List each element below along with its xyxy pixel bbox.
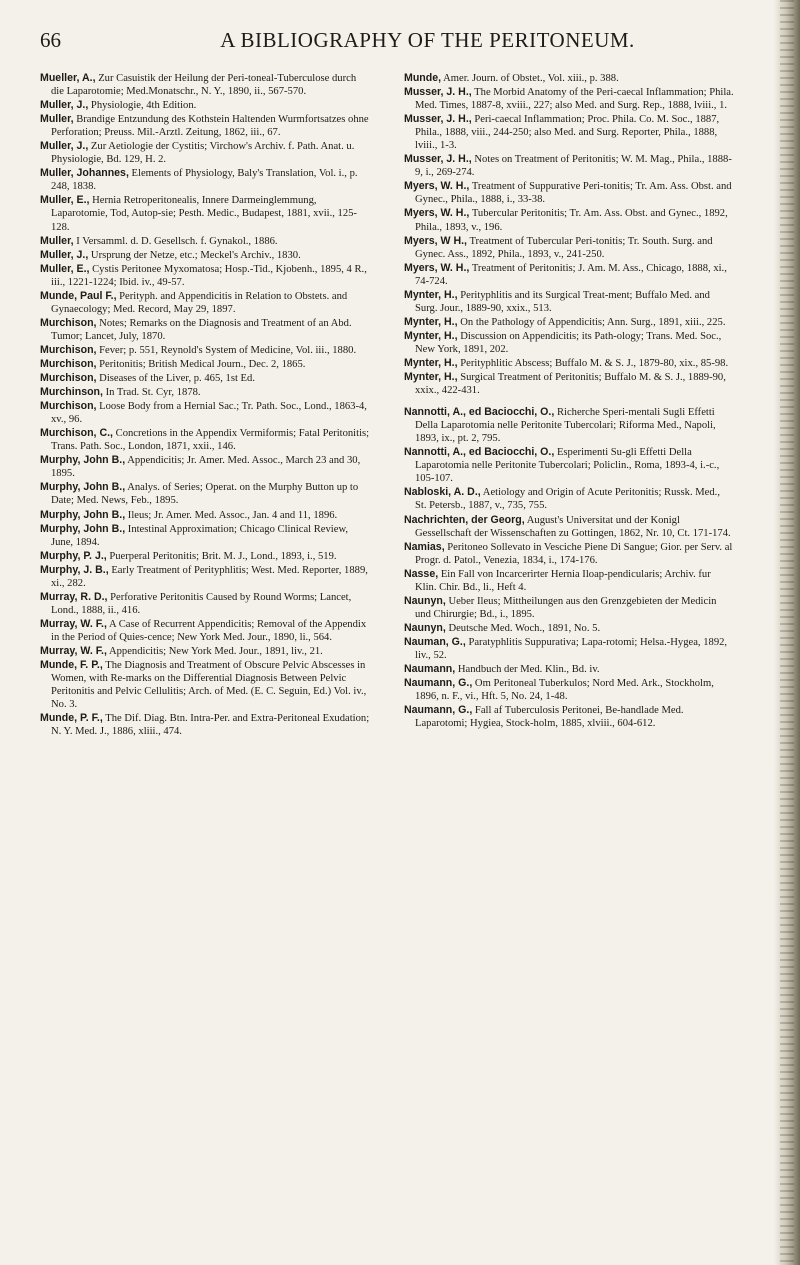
entry-citation: Om Peritoneal Tuberkulos; Nord Med. Ark., Stockholm, 1896, n. F., vi., Hft. 5, No. 24, 1-48. <box>415 678 714 703</box>
entry-author: Mynter, H., <box>404 315 458 328</box>
entry-author: Naunyn, <box>404 594 446 607</box>
entry-author: Mynter, H., <box>404 288 458 301</box>
entry-author: Muller, <box>40 113 74 126</box>
entry-citation: Brandige Entzundung des Kothstein Haltenden Wurmfortsatzes ohne Perforation; Preuss. Mil.-Arztl. Zeitung, 1862, iii., 67. <box>51 114 369 139</box>
entry-author: Murchison, <box>40 316 97 329</box>
entry-citation: Fall af Tuberculosis Peritonei, Be-handlade Med. Laparotomi; Hygiea, Stock-holm, 1885, xlviii., 604-612. <box>415 705 684 730</box>
bibliography-entry <box>404 636 734 662</box>
entry-author: Murphy, John B., <box>40 481 126 494</box>
entry-author: Naumann, <box>404 663 456 676</box>
entry-citation: Appendicitis; New York Med. Jour., 1891, liv., 21. <box>106 645 323 657</box>
entry-citation: I Versamml. d. D. Gesellsch. f. Gynakol., 1886. <box>73 235 278 247</box>
entry-author: Namias, <box>404 540 445 553</box>
entry-author: Myers, W. H., <box>404 180 470 193</box>
entry-citation: Peritonitis; British Medical Journ., Dec. 2, 1865. <box>96 358 306 370</box>
bibliography-entry <box>40 659 370 711</box>
entry-citation: Loose Body from a Hernial Sac.; Tr. Path. Soc., Lond., 1863-4, xv., 96. <box>51 401 367 426</box>
page-edge-band <box>780 0 794 1265</box>
bibliography-entry <box>404 595 734 621</box>
entry-citation: Zur Casuistik der Heilung der Peri-toneal-Tuberculose durch die Laparotomie; Med.Monatschr., N. Y., 1890, ii., 567-570. <box>51 73 357 98</box>
section-gap <box>404 398 734 406</box>
entry-citation: Notes; Remarks on the Diagnosis and Treatment of an Abd. Tumor; Lancet, July, 1870. <box>51 317 352 342</box>
entry-author: Munde, P. F., <box>40 712 103 725</box>
bibliography-entry <box>40 263 370 289</box>
entry-author: Muller, E., <box>40 262 90 275</box>
entry-author: Mynter, H., <box>404 356 458 369</box>
entry-author: Muller, J., <box>40 99 89 112</box>
entry-author: Murray, R. D., <box>40 590 108 603</box>
entry-citation: Surgical Treatment of Peritonitis; Buffalo M. & S. J., 1889-90, xxix., 422-431. <box>415 372 726 397</box>
entry-citation: Zur Aetiologie der Cystitis; Virchow's Archiv. f. Path. Anat. u. Physiologie, Bd. 129, H. 2. <box>51 141 355 166</box>
entry-citation: Deutsche Med. Woch., 1891, No. 5. <box>445 622 601 634</box>
bibliography-entry <box>40 140 370 166</box>
bibliography-entry <box>404 446 734 485</box>
bibliography-entry <box>40 509 370 522</box>
bibliography-entry <box>40 194 370 233</box>
entry-citation: Cystis Peritonee Myxomatosa; Hosp.-Tid., Kjobenh., 1895, 4 R., iii., 1221-1224; Ibid. iv., 49-57. <box>51 263 367 288</box>
page-number: 66 <box>40 28 61 52</box>
entry-author: Nasse, <box>404 567 439 580</box>
entry-citation: Ein Fall von Incarcerirter Hernia Iloap-pendicularis; Archiv. fur Klin. Chir. Bd., li., Heft 4. <box>415 568 711 593</box>
entry-citation: Concretions in the Appendix Vermiformis; Fatal Peritonitis; Trans. Path. Soc., London, 1871, xxii., 146. <box>51 428 370 453</box>
right-column <box>404 72 734 731</box>
entry-citation: Amer. Journ. of Obstet., Vol. xiii., p. 388. <box>441 73 619 84</box>
bibliography-entry <box>40 290 370 316</box>
entry-citation: The Dif. Diag. Btn. Intra-Per. and Extra-Peritoneal Exudation; N. Y. Med. J., 1886, xliii., 474. <box>51 713 370 738</box>
entry-citation: Puerperal Peritonitis; Brit. M. J., Lond., 1893, i., 519. <box>106 550 337 562</box>
entry-author: Murchison, <box>40 343 97 356</box>
entry-author: Musser, J. H., <box>404 153 472 166</box>
entry-author: Murchison, <box>40 400 97 413</box>
bibliography-entry <box>404 289 734 315</box>
entry-citation: Esperimenti Su-gli Effetti Della Laparotomia nelle Peritonite Tubercolari; Policlin., Roma, 1893-4, i.-c., 105-107. <box>415 447 720 485</box>
bibliography-entry <box>40 235 370 248</box>
bibliography-entry <box>404 406 734 445</box>
left-column <box>40 72 370 739</box>
bibliography-entry <box>40 618 370 644</box>
entry-author: Nauman, G., <box>404 635 466 648</box>
entry-citation: Physiologie, 4th Edition. <box>88 100 197 112</box>
bibliography-entry <box>404 330 734 356</box>
running-title: A BIBLIOGRAPHY OF THE PERITONEUM. <box>220 28 635 52</box>
bibliography-entry <box>40 167 370 193</box>
bibliography-entry <box>40 344 370 357</box>
entry-author: Musser, J. H., <box>404 86 472 99</box>
entry-citation: Early Treatment of Perityphlitis; West. Med. Reporter, 1889, xi., 282. <box>51 564 368 589</box>
bibliography-entry <box>404 486 734 512</box>
bibliography-entry <box>40 113 370 139</box>
entry-author: Myers, W H., <box>404 234 467 247</box>
entry-author: Munde, F. P., <box>40 659 103 672</box>
entry-citation: Discussion on Appendicitis; its Path-ology; Trans. Med. Soc., New York, 1891, 202. <box>415 330 722 355</box>
entry-citation: A Case of Recurrent Appendicitis; Removal of the Appendix in the Period of Quies-cence; New York Med. Jour., 1890, li., 564. <box>51 618 367 643</box>
entry-author: Muller, J., <box>40 248 89 261</box>
bibliography-entry <box>404 113 734 152</box>
entry-author: Murchinson, <box>40 386 103 399</box>
entry-author: Murphy, John B., <box>40 454 126 467</box>
entry-author: Muller, E., <box>40 194 90 207</box>
bibliography-entry <box>40 317 370 343</box>
entry-citation: Perityphlitic Abscess; Buffalo M. & S. J., 1879-80, xix., 85-98. <box>457 357 729 369</box>
entry-citation: Elements of Physiology, Baly's Translation, Vol. i., p. 248, 1838. <box>51 168 358 193</box>
entry-citation: August's Universitat und der Konigl Gessellschaft der Wissenschaften zu Gottingen, 1862, Nr. 10, Ct. 171-174. <box>415 514 731 539</box>
entry-author: Munde, Paul F., <box>40 289 117 302</box>
bibliography-entry <box>404 568 734 594</box>
entry-author: Nachrichten, der Georg, <box>404 513 525 526</box>
entry-citation: Intestinal Approximation; Chicago Clinical Review, June, 1894. <box>51 523 349 548</box>
bibliography-entry <box>40 591 370 617</box>
bibliography-entry <box>40 72 370 98</box>
entry-author: Murphy, John B., <box>40 522 126 535</box>
entry-citation: Aetiology and Origin of Acute Peritonitis; Russk. Med., St. Petersb., 1887, v., 735, 755. <box>415 487 720 512</box>
entry-author: Murchison, <box>40 357 97 370</box>
bibliography-entry <box>40 400 370 426</box>
entry-author: Murray, W. F., <box>40 644 107 657</box>
entry-citation: On the Pathology of Appendicitis; Ann. Surg., 1891, xiii., 225. <box>457 316 726 328</box>
entry-citation: Ueber Ileus; Mittheilungen aus den Grenzgebieten der Medicin und Chirurgie; Bd., i., 1895. <box>415 595 717 620</box>
bibliography-entry <box>404 153 734 179</box>
bibliography-entry <box>404 541 734 567</box>
page-header <box>40 28 755 58</box>
entry-author: Mynter, H., <box>404 329 458 342</box>
entry-citation: The Morbid Anatomy of the Peri-caecal Inflammation; Phila. Med. Times, 1887-8, xviii., 227; also Med. and Surg. Rep., 1888, lviii., 1. <box>415 87 734 112</box>
entry-citation: Perforative Peritonitis Caused by Round Worms; Lancet, Lond., 1888, ii., 416. <box>51 591 352 616</box>
bibliography-entry <box>404 663 734 676</box>
entry-citation: Appendicitis; Jr. Amer. Med. Assoc., March 23 and 30, 1895. <box>51 455 361 480</box>
bibliography-entry <box>40 645 370 658</box>
bibliography-entry <box>404 235 734 261</box>
bibliography-entry <box>40 712 370 738</box>
entry-citation: Tubercular Peritonitis; Tr. Am. Ass. Obst. and Gynec., 1892, Phila., 1893, v., 196. <box>415 208 728 233</box>
entry-author: Naumann, G., <box>404 677 473 690</box>
entry-author: Nabloski, A. D., <box>404 486 481 499</box>
entry-citation: Treatment of Peritonitis; J. Am. M. Ass., Chicago, 1888, xi., 74-724. <box>415 262 727 287</box>
entry-author: Muller, J., <box>40 140 89 153</box>
bibliography-entry <box>40 358 370 371</box>
bibliography-entry <box>404 371 734 397</box>
entry-citation: Analys. of Series; Operat. on the Murphy Button up to Date; Med. News, Feb., 1895. <box>51 482 359 507</box>
entry-author: Nannotti, A., ed Baciocchi, O., <box>404 446 555 459</box>
entry-citation: Handbuch der Med. Klin., Bd. iv. <box>455 664 600 676</box>
entry-author: Murphy, J. B., <box>40 563 109 576</box>
entry-author: Murphy, P. J., <box>40 549 107 562</box>
entry-citation: Ileus; Jr. Amer. Med. Assoc., Jan. 4 and 11, 1896. <box>125 509 338 521</box>
bibliography-entry <box>40 372 370 385</box>
entry-author: Nannotti, A., ed Baciocchi, O., <box>404 406 555 419</box>
entry-author: Munde, <box>404 72 442 84</box>
entry-citation: Fever; p. 551, Reynold's System of Medicine, Vol. iii., 1880. <box>96 344 357 356</box>
entry-citation: Perityph. and Appendicitis in Relation to Obstets. and Gynaecology; Med. Record, May 29, 1897. <box>51 290 348 315</box>
bibliography-entry <box>404 622 734 635</box>
entry-citation: In Trad. St. Cyr, 1878. <box>102 387 201 399</box>
bibliography-entry <box>40 550 370 563</box>
bibliography-entry <box>404 316 734 329</box>
bibliography-entry <box>40 249 370 262</box>
entry-citation: Notes on Treatment of Peritonitis; W. M. Mag., Phila., 1888-9, i., 269-274. <box>415 154 732 179</box>
entry-citation: Peritoneo Sollevato in Vesciche Piene Di Sangue; Gior. per Serv. al Progr. d. Patol., Venezia, 1834, i., 174-176. <box>415 541 733 566</box>
entry-author: Myers, W. H., <box>404 261 470 274</box>
bibliography-entry <box>40 427 370 453</box>
entry-author: Murchison, <box>40 372 97 385</box>
entry-author: Muller, Johannes, <box>40 167 129 180</box>
entry-author: Myers, W. H., <box>404 207 470 220</box>
entry-author: Muller, <box>40 234 74 247</box>
entry-author: Musser, J. H., <box>404 113 472 126</box>
entry-citation: Diseases of the Liver, p. 465, 1st Ed. <box>96 373 255 385</box>
entry-author: Mynter, H., <box>404 371 458 384</box>
bibliography-entry <box>40 523 370 549</box>
bibliography-entry <box>40 564 370 590</box>
entry-citation: Treatment of Suppurative Peri-tonitis; Tr. Am. Ass. Obst. and Gynec., Phila., 1888, i., 33-38. <box>415 181 732 206</box>
bibliography-entry <box>404 677 734 703</box>
entry-author: Murphy, John B., <box>40 508 126 521</box>
bibliography-entry <box>404 72 734 85</box>
entry-author: Mueller, A., <box>40 72 96 84</box>
entry-citation: Hernia Retroperitonealis, Innere Darmeinglemmung, Laparotomie, Tod, Autop-sie; Pesth. Medic., Budapest, 1881, xvii., 125-128. <box>51 195 357 233</box>
bibliography-entry <box>404 180 734 206</box>
entry-author: Murray, W. F., <box>40 617 107 630</box>
bibliography-entry <box>40 454 370 480</box>
bibliography-entry <box>40 386 370 399</box>
entry-author: Naumann, G., <box>404 704 473 717</box>
entry-author: Naunyn, <box>404 621 446 634</box>
bibliography-entry <box>404 262 734 288</box>
entry-citation: Ursprung der Netze, etc.; Meckel's Archiv., 1830. <box>88 249 301 261</box>
bibliography-entry <box>40 481 370 507</box>
bibliography-entry <box>404 86 734 112</box>
entry-citation: Peri-caecal Inflammation; Proc. Phila. Co. M. Soc., 1887, Phila., 1888, viii., 244-250; also Med. and Surg. Reporter, Phila., 1888, lviii., 1-3. <box>415 114 720 152</box>
entry-author: Murchison, C., <box>40 427 113 440</box>
entry-citation: Treatment of Tubercular Peri-tonitis; Tr. South. Surg. and Gynec. Ass., 1892, Phila., 1893, v., 241-250. <box>415 235 713 260</box>
bibliography-entry <box>40 99 370 112</box>
bibliography-entry <box>404 514 734 540</box>
bibliography-entry <box>404 357 734 370</box>
entry-citation: The Diagnosis and Treatment of Obscure Pelvic Abscesses in Women, with Re-marks on the Differential Diagnosis Between Pelvic Peritonitis and Pelvic Cellulitis; Arch. of Med. (E. C. Seguin, Ed.) Vol. iv., No. 3. <box>51 660 367 711</box>
bibliography-entry <box>404 207 734 233</box>
bibliography-entry <box>404 704 734 730</box>
entry-citation: Perityphlitis and its Surgical Treat-ment; Buffalo Med. and Surg. Jour., 1889-90, xxix., 513. <box>415 289 710 314</box>
entry-citation: Richerche Speri-mentali Sugli Effetti Della Laparotomia nelle Peritonite Tubercolari; Riforma Med., Napoli, 1893, ix., pt. 2, 795. <box>415 407 716 445</box>
entry-citation: Paratyphlitis Suppurativa; Lapa-rotomi; Helsa.-Hygea, 1892, liv., 52. <box>415 636 728 661</box>
